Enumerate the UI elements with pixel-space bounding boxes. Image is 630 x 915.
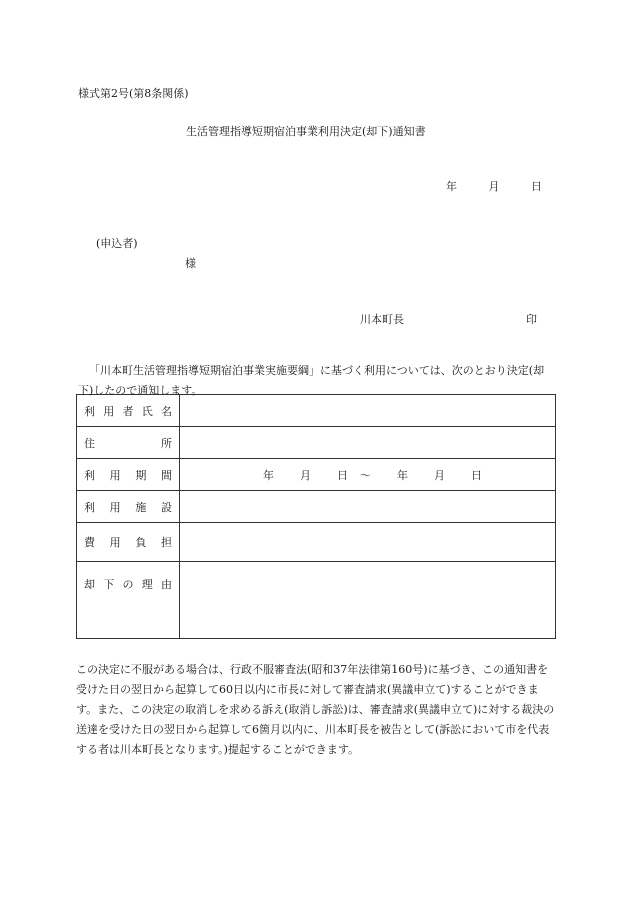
issue-date xyxy=(446,181,542,192)
rejection-reason-field[interactable] xyxy=(180,562,556,639)
date-year-label: 年 xyxy=(446,180,457,193)
date-month-label: 月 xyxy=(488,180,500,193)
decision-body-text: 「川本町生活管理指導短期宿泊事業実施要綱」に基づく利用については、次のとおり決定(却下)したので通知します。 xyxy=(78,364,545,397)
table-row xyxy=(77,523,556,562)
table-row xyxy=(77,491,556,523)
table-row xyxy=(77,459,556,491)
user-name-field[interactable] xyxy=(180,395,556,427)
period-end-month: 月 xyxy=(434,468,445,482)
period-start-year: 年 xyxy=(263,468,274,482)
recipient-honorific: 様 xyxy=(185,257,196,270)
usage-period-field[interactable] xyxy=(180,459,556,491)
usage-period-label: 利 用 期 間 xyxy=(77,459,180,491)
facility-label: 利 用 施 設 xyxy=(77,491,180,523)
table-row xyxy=(77,427,556,459)
user-name-label: 利 用 者 氏 名 xyxy=(77,395,180,427)
address-label: 住 所 xyxy=(77,427,180,459)
table-row xyxy=(77,562,556,639)
form-number: 様式第2号(第8条関係) xyxy=(78,87,189,100)
issuer-name: 川本町長 xyxy=(360,313,404,326)
seal-mark: 印 xyxy=(526,313,537,326)
period-end-day: 日 xyxy=(471,468,482,482)
applicant-label: (申込者) xyxy=(96,237,138,250)
document-title: 生活管理指導短期宿泊事業利用決定(却下)通知書 xyxy=(186,125,426,138)
address-field[interactable] xyxy=(180,427,556,459)
period-end-year: 年 xyxy=(397,468,408,482)
decision-table xyxy=(76,394,556,639)
cost-burden-field[interactable] xyxy=(180,523,556,562)
cost-burden-label: 費 用 負 担 xyxy=(77,523,180,562)
rejection-reason-label: 却 下 の 理 由 xyxy=(77,562,180,639)
facility-field[interactable] xyxy=(180,491,556,523)
table-row xyxy=(77,395,556,427)
appeal-notice-text: この決定に不服がある場合は、行政不服審査法(昭和37年法律第160号)に基づき、この通知書を受けた日の翌日から起算して60日以内に市長に対して審査請求(異議申立て)することができます。また、この決定の取消しを求める訴え(取消し訴訟)は、審査請求(異議申立て)に対する裁決の送達を受けた日の翌日から起算して6箇月以内に、川本町長を被告として(訴訟において市を代表する者は川本町長となります。)提起することができます。 xyxy=(76,663,555,756)
period-start-month: 月 xyxy=(300,468,311,482)
period-start-day: 日 xyxy=(337,468,348,482)
period-tilde: ～ xyxy=(360,468,371,482)
date-day-label: 日 xyxy=(531,180,542,193)
